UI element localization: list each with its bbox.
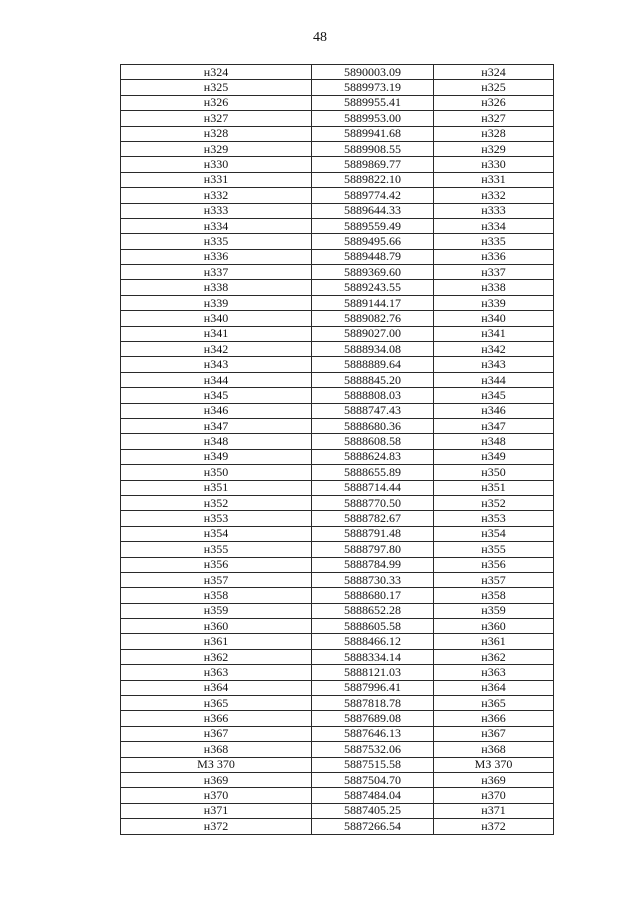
coordinate-value-cell: 5887484.04 bbox=[312, 788, 434, 803]
point-id-repeat-cell: н362 bbox=[434, 649, 554, 664]
table-row bbox=[121, 111, 554, 126]
table-row bbox=[121, 141, 554, 156]
coordinate-value-cell: 5887646.13 bbox=[312, 726, 434, 741]
table-row bbox=[121, 80, 554, 95]
page-number: 48 bbox=[313, 30, 327, 45]
coordinate-value-cell: 5888608.58 bbox=[312, 434, 434, 449]
coordinate-value-cell: 5889908.55 bbox=[312, 141, 434, 156]
table-row bbox=[121, 65, 554, 80]
coordinate-value-cell: 5888624.83 bbox=[312, 449, 434, 464]
point-id-repeat-cell: н371 bbox=[434, 803, 554, 818]
point-id-cell: н346 bbox=[121, 403, 312, 418]
table-row bbox=[121, 95, 554, 110]
point-id-repeat-cell: н361 bbox=[434, 634, 554, 649]
point-id-cell: н363 bbox=[121, 665, 312, 680]
point-id-cell: н347 bbox=[121, 418, 312, 433]
coordinate-value-cell: 5888747.43 bbox=[312, 403, 434, 418]
table-row bbox=[121, 649, 554, 664]
point-id-repeat-cell: н343 bbox=[434, 357, 554, 372]
coordinate-value-cell: 5888652.28 bbox=[312, 603, 434, 618]
table-row bbox=[121, 572, 554, 587]
coordinate-value-cell: 5889082.76 bbox=[312, 311, 434, 326]
point-id-repeat-cell: н355 bbox=[434, 542, 554, 557]
point-id-repeat-cell: н369 bbox=[434, 772, 554, 787]
point-id-repeat-cell: н345 bbox=[434, 388, 554, 403]
coordinate-value-cell: 5888791.48 bbox=[312, 526, 434, 541]
table-row bbox=[121, 665, 554, 680]
table-row bbox=[121, 388, 554, 403]
point-id-repeat-cell: н335 bbox=[434, 234, 554, 249]
table-row bbox=[121, 295, 554, 310]
point-id-repeat-cell: н360 bbox=[434, 619, 554, 634]
point-id-repeat-cell: н364 bbox=[434, 680, 554, 695]
coordinate-value-cell: 5889644.33 bbox=[312, 203, 434, 218]
point-id-cell: н366 bbox=[121, 711, 312, 726]
point-id-cell: н338 bbox=[121, 280, 312, 295]
table-row bbox=[121, 403, 554, 418]
point-id-cell: н354 bbox=[121, 526, 312, 541]
point-id-cell: н355 bbox=[121, 542, 312, 557]
coordinate-value-cell: 5888784.99 bbox=[312, 557, 434, 572]
coordinate-value-cell: 5889369.60 bbox=[312, 265, 434, 280]
table-row bbox=[121, 634, 554, 649]
point-id-cell: н329 bbox=[121, 141, 312, 156]
point-id-cell: н364 bbox=[121, 680, 312, 695]
coordinate-value-cell: 5888934.08 bbox=[312, 342, 434, 357]
point-id-cell: н368 bbox=[121, 742, 312, 757]
point-id-repeat-cell: н331 bbox=[434, 172, 554, 187]
point-id-repeat-cell: н351 bbox=[434, 480, 554, 495]
point-id-cell: н367 bbox=[121, 726, 312, 741]
point-id-repeat-cell: н342 bbox=[434, 342, 554, 357]
coordinate-value-cell: 5889822.10 bbox=[312, 172, 434, 187]
point-id-repeat-cell: н324 bbox=[434, 65, 554, 80]
point-id-repeat-cell: н330 bbox=[434, 157, 554, 172]
coordinates-table-body bbox=[121, 65, 554, 835]
point-id-cell: н352 bbox=[121, 495, 312, 510]
point-id-repeat-cell: н359 bbox=[434, 603, 554, 618]
coordinate-value-cell: 5889941.68 bbox=[312, 126, 434, 141]
point-id-repeat-cell: н357 bbox=[434, 572, 554, 587]
point-id-repeat-cell: н366 bbox=[434, 711, 554, 726]
table-row bbox=[121, 480, 554, 495]
coordinate-value-cell: 5887504.70 bbox=[312, 772, 434, 787]
point-id-cell: н342 bbox=[121, 342, 312, 357]
point-id-repeat-cell: н354 bbox=[434, 526, 554, 541]
point-id-repeat-cell: н325 bbox=[434, 80, 554, 95]
table-row bbox=[121, 742, 554, 757]
table-row bbox=[121, 434, 554, 449]
table-row bbox=[121, 465, 554, 480]
coordinate-value-cell: 5889953.00 bbox=[312, 111, 434, 126]
point-id-cell: н340 bbox=[121, 311, 312, 326]
point-id-cell: н341 bbox=[121, 326, 312, 341]
coordinate-value-cell: 5887996.41 bbox=[312, 680, 434, 695]
coordinate-value-cell: 5887515.58 bbox=[312, 757, 434, 772]
point-id-repeat-cell: н333 bbox=[434, 203, 554, 218]
point-id-repeat-cell: МЗ 370 bbox=[434, 757, 554, 772]
point-id-cell: н371 bbox=[121, 803, 312, 818]
coordinate-value-cell: 5888797.80 bbox=[312, 542, 434, 557]
table-row bbox=[121, 495, 554, 510]
point-id-cell: н357 bbox=[121, 572, 312, 587]
point-id-cell: н359 bbox=[121, 603, 312, 618]
table-row bbox=[121, 696, 554, 711]
coordinate-value-cell: 5889495.66 bbox=[312, 234, 434, 249]
table-row bbox=[121, 126, 554, 141]
coordinate-value-cell: 5888655.89 bbox=[312, 465, 434, 480]
point-id-cell: н361 bbox=[121, 634, 312, 649]
point-id-cell: н332 bbox=[121, 188, 312, 203]
table-row bbox=[121, 218, 554, 233]
table-row bbox=[121, 803, 554, 818]
coordinate-value-cell: 5888680.17 bbox=[312, 588, 434, 603]
coordinate-value-cell: 5888889.64 bbox=[312, 357, 434, 372]
table-row bbox=[121, 542, 554, 557]
point-id-cell: н345 bbox=[121, 388, 312, 403]
point-id-repeat-cell: н370 bbox=[434, 788, 554, 803]
coordinate-value-cell: 5888121.03 bbox=[312, 665, 434, 680]
coordinate-value-cell: 5889144.17 bbox=[312, 295, 434, 310]
point-id-repeat-cell: н367 bbox=[434, 726, 554, 741]
point-id-cell: н339 bbox=[121, 295, 312, 310]
point-id-repeat-cell: н339 bbox=[434, 295, 554, 310]
point-id-repeat-cell: н363 bbox=[434, 665, 554, 680]
table-row bbox=[121, 203, 554, 218]
point-id-cell: н353 bbox=[121, 511, 312, 526]
point-id-cell: н350 bbox=[121, 465, 312, 480]
table-row bbox=[121, 788, 554, 803]
table-row bbox=[121, 280, 554, 295]
point-id-cell: н335 bbox=[121, 234, 312, 249]
coordinate-value-cell: 5888605.58 bbox=[312, 619, 434, 634]
point-id-cell: н348 bbox=[121, 434, 312, 449]
coordinate-value-cell: 5887266.54 bbox=[312, 819, 434, 834]
table-row bbox=[121, 326, 554, 341]
point-id-repeat-cell: н338 bbox=[434, 280, 554, 295]
table-row bbox=[121, 603, 554, 618]
point-id-cell: н351 bbox=[121, 480, 312, 495]
point-id-cell: н330 bbox=[121, 157, 312, 172]
point-id-cell: н333 bbox=[121, 203, 312, 218]
coordinate-value-cell: 5888334.14 bbox=[312, 649, 434, 664]
point-id-repeat-cell: н332 bbox=[434, 188, 554, 203]
point-id-repeat-cell: н356 bbox=[434, 557, 554, 572]
point-id-cell: н328 bbox=[121, 126, 312, 141]
coordinate-value-cell: 5889243.55 bbox=[312, 280, 434, 295]
table-row bbox=[121, 619, 554, 634]
table-row bbox=[121, 726, 554, 741]
table-row bbox=[121, 772, 554, 787]
point-id-cell: н336 bbox=[121, 249, 312, 264]
coordinate-value-cell: 5888782.67 bbox=[312, 511, 434, 526]
point-id-cell: н362 bbox=[121, 649, 312, 664]
point-id-repeat-cell: н329 bbox=[434, 141, 554, 156]
point-id-repeat-cell: н350 bbox=[434, 465, 554, 480]
point-id-repeat-cell: н341 bbox=[434, 326, 554, 341]
point-id-cell: н343 bbox=[121, 357, 312, 372]
table-row bbox=[121, 311, 554, 326]
table-row bbox=[121, 526, 554, 541]
point-id-repeat-cell: н352 bbox=[434, 495, 554, 510]
coordinate-value-cell: 5888770.50 bbox=[312, 495, 434, 510]
coordinate-value-cell: 5888730.33 bbox=[312, 572, 434, 587]
table-row bbox=[121, 372, 554, 387]
point-id-repeat-cell: н347 bbox=[434, 418, 554, 433]
point-id-repeat-cell: н353 bbox=[434, 511, 554, 526]
coordinate-value-cell: 5889559.49 bbox=[312, 218, 434, 233]
table-row bbox=[121, 511, 554, 526]
table-row bbox=[121, 449, 554, 464]
table-row bbox=[121, 357, 554, 372]
table-row bbox=[121, 342, 554, 357]
point-id-cell: н325 bbox=[121, 80, 312, 95]
table-row bbox=[121, 234, 554, 249]
point-id-repeat-cell: н334 bbox=[434, 218, 554, 233]
point-id-repeat-cell: н349 bbox=[434, 449, 554, 464]
table-row bbox=[121, 249, 554, 264]
point-id-repeat-cell: н346 bbox=[434, 403, 554, 418]
point-id-cell: н360 bbox=[121, 619, 312, 634]
point-id-cell: н356 bbox=[121, 557, 312, 572]
table-row bbox=[121, 819, 554, 834]
point-id-repeat-cell: н358 bbox=[434, 588, 554, 603]
point-id-repeat-cell: н336 bbox=[434, 249, 554, 264]
point-id-cell: н369 bbox=[121, 772, 312, 787]
point-id-cell: МЗ 370 bbox=[121, 757, 312, 772]
point-id-repeat-cell: н337 bbox=[434, 265, 554, 280]
point-id-repeat-cell: н328 bbox=[434, 126, 554, 141]
point-id-cell: н334 bbox=[121, 218, 312, 233]
point-id-repeat-cell: н348 bbox=[434, 434, 554, 449]
coordinate-value-cell: 5890003.09 bbox=[312, 65, 434, 80]
point-id-repeat-cell: н368 bbox=[434, 742, 554, 757]
coordinate-value-cell: 5887689.08 bbox=[312, 711, 434, 726]
point-id-repeat-cell: н340 bbox=[434, 311, 554, 326]
table-row bbox=[121, 680, 554, 695]
point-id-cell: н337 bbox=[121, 265, 312, 280]
point-id-cell: н331 bbox=[121, 172, 312, 187]
point-id-cell: н344 bbox=[121, 372, 312, 387]
coordinate-value-cell: 5889955.41 bbox=[312, 95, 434, 110]
coordinate-value-cell: 5889448.79 bbox=[312, 249, 434, 264]
table-row bbox=[121, 757, 554, 772]
table-row bbox=[121, 418, 554, 433]
point-id-repeat-cell: н372 bbox=[434, 819, 554, 834]
point-id-repeat-cell: н365 bbox=[434, 696, 554, 711]
coordinate-value-cell: 5889027.00 bbox=[312, 326, 434, 341]
coordinate-value-cell: 5888680.36 bbox=[312, 418, 434, 433]
table-row bbox=[121, 157, 554, 172]
coordinate-value-cell: 5888808.03 bbox=[312, 388, 434, 403]
point-id-repeat-cell: н326 bbox=[434, 95, 554, 110]
coordinate-value-cell: 5887532.06 bbox=[312, 742, 434, 757]
point-id-cell: н324 bbox=[121, 65, 312, 80]
table-row bbox=[121, 265, 554, 280]
coordinate-value-cell: 5888466.12 bbox=[312, 634, 434, 649]
point-id-repeat-cell: н344 bbox=[434, 372, 554, 387]
point-id-cell: н370 bbox=[121, 788, 312, 803]
coordinate-value-cell: 5887405.25 bbox=[312, 803, 434, 818]
coordinate-value-cell: 5888714.44 bbox=[312, 480, 434, 495]
table-row bbox=[121, 172, 554, 187]
coordinate-value-cell: 5889869.77 bbox=[312, 157, 434, 172]
point-id-cell: н327 bbox=[121, 111, 312, 126]
point-id-repeat-cell: н327 bbox=[434, 111, 554, 126]
point-id-cell: н365 bbox=[121, 696, 312, 711]
point-id-cell: н349 bbox=[121, 449, 312, 464]
coordinate-value-cell: 5887818.78 bbox=[312, 696, 434, 711]
table-row bbox=[121, 711, 554, 726]
coordinates-table bbox=[120, 64, 554, 835]
table-row bbox=[121, 588, 554, 603]
point-id-cell: н326 bbox=[121, 95, 312, 110]
point-id-cell: н372 bbox=[121, 819, 312, 834]
table-row bbox=[121, 188, 554, 203]
table-row bbox=[121, 557, 554, 572]
coordinate-value-cell: 5889774.42 bbox=[312, 188, 434, 203]
coordinate-value-cell: 5889973.19 bbox=[312, 80, 434, 95]
point-id-cell: н358 bbox=[121, 588, 312, 603]
coordinate-value-cell: 5888845.20 bbox=[312, 372, 434, 387]
